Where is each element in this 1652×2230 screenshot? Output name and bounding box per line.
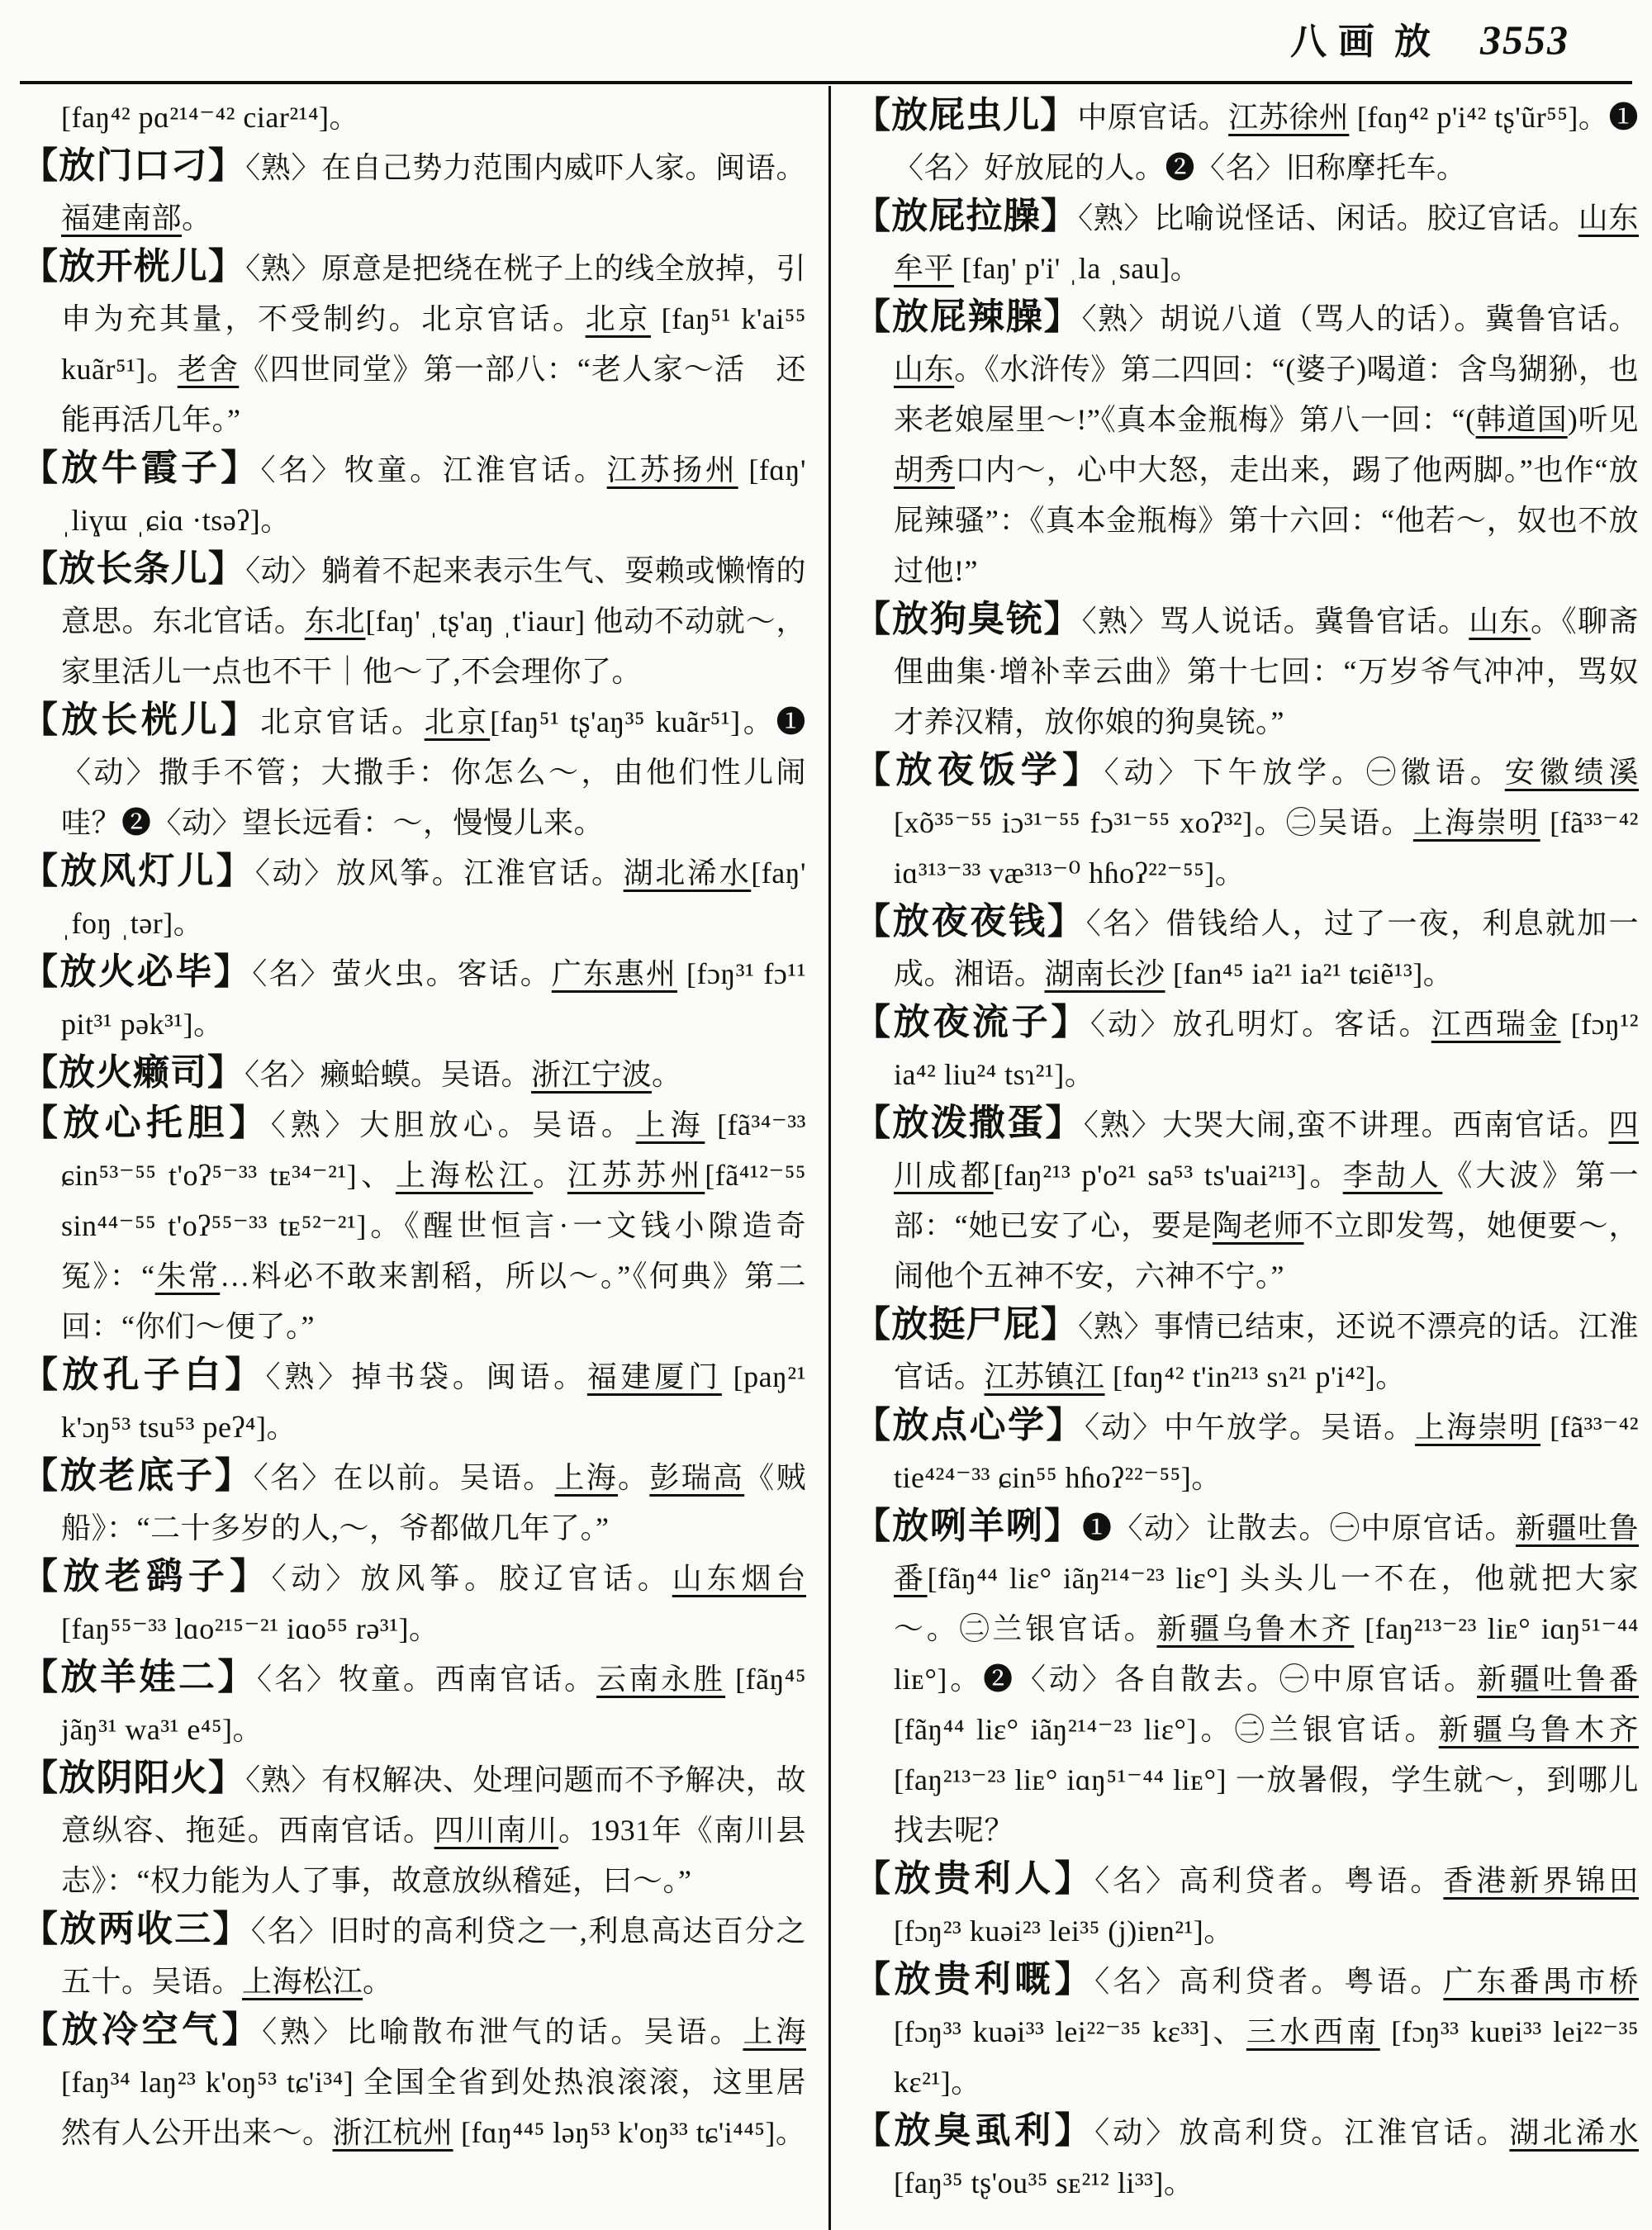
entry-text: 〈动〉中午放学。吴语。 bbox=[1085, 1411, 1416, 1444]
entry-text: 。 bbox=[363, 1965, 393, 1998]
entry-headword: 【放长桄儿】 bbox=[21, 699, 261, 741]
dict-entry bbox=[854, 899, 1639, 999]
proper-name-underlined: 香港新界锦田 bbox=[1443, 1864, 1639, 1897]
entry-text: 。 bbox=[182, 202, 212, 235]
proper-name-underlined: 上海 bbox=[554, 1461, 619, 1494]
entry-text: [faŋ' ˌfoŋ ˌtər]。 bbox=[61, 856, 806, 940]
entry-headword: 【放心托胆】 bbox=[21, 1102, 271, 1144]
dict-entry bbox=[854, 294, 1639, 596]
entry-text: 〈动〉放风筝。江淮官话。 bbox=[254, 856, 624, 890]
entry-text: [fã³³⁻⁴² tie⁴²⁴⁻³³ ɕin⁵⁵ hɦoʔ²²⁻⁵⁵]。 bbox=[894, 1411, 1639, 1494]
entry-text: [fã³⁴⁻³³ ɕin⁵³⁻⁵⁵ t'oʔ⁵⁻³³ tᴇ³⁴⁻²¹]、 bbox=[61, 1108, 806, 1192]
proper-name-underlined: 湖南长沙 bbox=[1044, 957, 1165, 990]
entry-headword: 【放老底子】 bbox=[21, 1454, 254, 1497]
entry-text: 〈熟〉掉书袋。闽语。 bbox=[265, 1360, 587, 1393]
proper-name-underlined: 山东牟平 bbox=[894, 202, 1639, 285]
proper-name-underlined: 新疆吐鲁番 bbox=[894, 1511, 1639, 1595]
proper-name-underlined: 江苏扬州 bbox=[606, 453, 738, 486]
proper-name-underlined: 湖北浠水 bbox=[1509, 2116, 1639, 2149]
entry-text: 〈名〉萤火虫。客话。 bbox=[252, 957, 552, 990]
dict-entry bbox=[854, 193, 1639, 294]
dict-entry bbox=[21, 949, 806, 1050]
entry-text: 〈熟〉事情已结束，还说不漂亮的话。江淮官话。 bbox=[894, 1310, 1639, 1393]
entry-text: 中原官话。 bbox=[1077, 101, 1229, 134]
entry-text: 〈名〉借钱给人，过了一夜，利息就加一成。湘语。 bbox=[894, 907, 1639, 990]
entry-headword: 【放风灯儿】 bbox=[21, 850, 255, 892]
entry-headword: 【放狗臭铳】 bbox=[854, 598, 1082, 640]
entry-text: [xõ³⁵⁻⁵⁵ iɔ³¹⁻⁵⁵ fɔ³¹⁻⁵⁵ xoʔ³²]。㊁吴语。 bbox=[894, 806, 1413, 839]
proper-name-underlined: 云南永胜 bbox=[596, 1663, 726, 1696]
entry-text: [fɑŋ⁴⁴⁵ ləŋ⁵³ k'oŋ³³ tɕ'i⁴⁴⁵]。 bbox=[453, 2116, 806, 2149]
entry-text: )听见 bbox=[1567, 403, 1639, 436]
proper-name-underlined: 上海松江 bbox=[395, 1159, 534, 1192]
entry-text: [fãŋ⁴⁴ liɛ° iãŋ²¹⁴⁻²³ liɛ°] 头头儿一不在，他就把大家～。㊁兰银官话。 bbox=[894, 1562, 1639, 1645]
entry-text: 〈动〉放高利贷。江淮官话。 bbox=[1094, 2116, 1510, 2149]
dict-entry bbox=[854, 1503, 1639, 1856]
proper-name-underlined: 上海崇明 bbox=[1412, 806, 1540, 839]
proper-name-underlined: 上海松江 bbox=[242, 1965, 363, 1998]
proper-name-underlined: 安徽绩溪 bbox=[1504, 756, 1639, 789]
entry-text: 〈熟〉原意是把绕在桄子上的线全放掉，引申为充其量，不受制约。北京官话。 bbox=[61, 252, 806, 335]
proper-name-underlined: 广东惠州 bbox=[551, 957, 677, 990]
entry-text: [faŋ⁵⁵⁻³³ lɑo²¹⁵⁻²¹ iɑo⁵⁵ rə³¹]。 bbox=[61, 1612, 439, 1645]
entry-headword: 【放屁拉臊】 bbox=[854, 195, 1079, 237]
dict-entry bbox=[21, 2007, 806, 2158]
entry-text: 。 bbox=[533, 1159, 567, 1192]
entry-text: [faŋ⁵¹ k'ai⁵⁵ kuãr⁵¹]。 bbox=[61, 302, 806, 386]
dict-entry bbox=[21, 1906, 806, 2007]
dict-entry bbox=[854, 1302, 1639, 1402]
proper-name-underlined: 江西瑞金 bbox=[1431, 1008, 1561, 1041]
entry-text: [faŋ³⁵ tʂ'ou³⁵ sᴇ²¹² li³³]。 bbox=[894, 2166, 1194, 2199]
entry-text: 〈熟〉比喻说怪话、闲话。胶辽官话。 bbox=[1078, 202, 1578, 235]
proper-name-underlined: 新疆乌鲁木齐 bbox=[1438, 1713, 1639, 1746]
entry-text: 〈熟〉胡说八道（骂人的话）。冀鲁官话。 bbox=[1081, 302, 1639, 335]
column-right bbox=[854, 93, 1639, 2209]
entry-text: [fɔŋ²³ kuəi²³ lei³⁵ (j)iɐn²¹]。 bbox=[894, 1914, 1234, 1948]
entry-text: 不立即发驾，她便要～，闹他个五神不安，六神不宁。” bbox=[894, 1209, 1639, 1293]
proper-name-underlined: 江苏苏州 bbox=[567, 1159, 705, 1192]
entry-text: 〈动〉躺着不起来表示生气、耍赖或懒惰的意思。东北官话。 bbox=[61, 554, 806, 638]
dict-entry bbox=[21, 93, 806, 143]
proper-name-underlined: 四川成都 bbox=[894, 1108, 1639, 1192]
entry-text: [faŋ²¹³⁻²³ liᴇ° iɑŋ⁵¹⁻⁴⁴ liᴇ°] 一放暑假，学生就～，到哪儿找去呢？ bbox=[894, 1763, 1639, 1847]
entry-headword: 【放咧羊咧】 bbox=[854, 1505, 1082, 1547]
proper-name-underlined: 北京 bbox=[424, 705, 491, 738]
entry-text: [fɔŋ³³ kuəi³³ lei²²⁻³⁵ kɛ³³]、 bbox=[894, 2015, 1246, 2048]
entry-text: 〈熟〉有权解决、处理问题而不予解决，故意纵容、拖延。西南官话。 bbox=[61, 1763, 806, 1847]
entry-text: 。《聊斋俚曲集·增补幸云曲》第十七回：“万岁爷气冲冲，骂奴才养汉精，放你娘的狗臭铳。” bbox=[894, 605, 1639, 738]
entry-headword: 【放门口刁】 bbox=[21, 145, 246, 187]
stroke-section-label: 八画 bbox=[1290, 21, 1386, 63]
entry-headword: 【放开桄儿】 bbox=[21, 245, 246, 287]
proper-name-underlined: 浙江宁波 bbox=[531, 1058, 653, 1091]
proper-name-underlined: 李劼人 bbox=[1342, 1159, 1443, 1192]
proper-name-underlined: 韩道国 bbox=[1475, 403, 1568, 436]
dict-entry bbox=[854, 596, 1639, 747]
entry-text: 。《水浒传》第二四回：“(婆子)喝道：含鸟猢狲，也来老娘屋里～!”《真本金瓶梅》第八一回：“( bbox=[894, 353, 1639, 436]
page-number: 3553 bbox=[1480, 17, 1569, 63]
dict-entry bbox=[21, 1755, 806, 1906]
dict-entry bbox=[854, 1856, 1639, 1957]
entry-text: 〈动〉放风筝。胶辽官话。 bbox=[271, 1562, 672, 1595]
entry-text: [fã³³⁻⁴² iɑ³¹³⁻³³ væ³¹³⁻⁰ hɦoʔ²²⁻⁵⁵]。 bbox=[894, 806, 1639, 890]
entry-text: 〈名〉牧童。江淮官话。 bbox=[260, 453, 607, 486]
entry-headword: 【放屁虫儿】 bbox=[854, 94, 1078, 136]
entry-text: [fɔŋ¹² ia⁴² liu²⁴ tsɿ²¹]。 bbox=[894, 1008, 1639, 1091]
entry-headword: 【放孔子白】 bbox=[21, 1354, 266, 1396]
proper-name-underlined: 朱常 bbox=[154, 1260, 221, 1293]
entry-text: [fan⁴⁵ ia²¹ ia²¹ tɕiẽ¹³]。 bbox=[1165, 957, 1454, 990]
entry-text: ❶〈动〉让散去。㊀中原官话。 bbox=[1082, 1511, 1516, 1544]
proper-name-underlined: 三水西南 bbox=[1246, 2015, 1380, 2048]
page-header bbox=[1290, 12, 1569, 64]
dict-entry bbox=[854, 747, 1639, 899]
entry-text: 口内～，心中大怒，走出来，踢了他两脚。”也作“放屁辣骚”：《真本金瓶梅》第十六回：“他若～，奴也不放过他!” bbox=[894, 453, 1639, 587]
entry-text: 《贼船》：“二十多岁的人,～，爷都做几年了。” bbox=[61, 1461, 806, 1544]
proper-name-underlined: 上海崇明 bbox=[1415, 1411, 1541, 1444]
dict-entry bbox=[21, 1352, 806, 1453]
proper-name-underlined: 胡秀 bbox=[894, 453, 955, 486]
proper-name-underlined: 老舍 bbox=[177, 353, 240, 386]
entry-headword: 【放贵利嘅】 bbox=[854, 1958, 1095, 2000]
entry-text: [paŋ²¹ k'ɔŋ⁵³ tsu⁵³ peʔ⁴]。 bbox=[61, 1360, 806, 1444]
proper-name-underlined: 上海 bbox=[635, 1108, 705, 1141]
proper-name-underlined: 新疆乌鲁木齐 bbox=[1156, 1612, 1355, 1645]
proper-name-underlined: 四川南川 bbox=[434, 1814, 559, 1847]
proper-name-underlined: 浙江杭州 bbox=[332, 2116, 453, 2149]
dict-entry bbox=[21, 1050, 806, 1100]
entry-text: [fɔŋ³¹ fɔ¹¹ pit³¹ pək³¹]。 bbox=[61, 957, 806, 1041]
entry-text: [fɑŋ⁴² p'i⁴² tʂ'ũr⁵⁵]。❶〈名〉好放屁的人。❷〈名〉旧称摩托车。 bbox=[894, 101, 1639, 184]
entry-headword: 【放火癞司】 bbox=[21, 1051, 244, 1094]
entry-text: 〈名〉在以前。吴语。 bbox=[253, 1461, 555, 1494]
entry-text: 〈熟〉大哭大闹,蛮不讲理。西南官话。 bbox=[1083, 1108, 1609, 1141]
entry-headword: 【放点心学】 bbox=[854, 1404, 1085, 1446]
entry-headword: 【放火必毕】 bbox=[21, 951, 253, 993]
dict-entry bbox=[21, 848, 806, 949]
entry-headword: 【放臭虱利】 bbox=[854, 2109, 1095, 2152]
entry-text: 〈动〉放孔明灯。客话。 bbox=[1089, 1008, 1431, 1041]
dict-entry bbox=[21, 445, 806, 546]
entry-headword: 【放夜夜钱】 bbox=[854, 900, 1086, 942]
entry-text: [fɑŋ⁴² t'in²¹³ sɿ²¹ p'i⁴²]。 bbox=[1104, 1360, 1406, 1393]
entry-headword: 【放夜饭学】 bbox=[854, 749, 1104, 791]
entry-text: [fɔŋ³³ kuɐi³³ lei²²⁻³⁵ kɛ²¹]。 bbox=[894, 2015, 1639, 2099]
entry-text: [faŋ²¹³ p'o²¹ sa⁵³ ts'uai²¹³]。 bbox=[993, 1159, 1343, 1192]
proper-name-underlined: 上海 bbox=[743, 2015, 806, 2048]
entry-text: 〈名〉高利贷者。粤语。 bbox=[1094, 1864, 1444, 1897]
entry-text: 〈名〉高利贷者。粤语。 bbox=[1094, 1965, 1444, 1998]
entry-text: [fã⁴¹²⁻⁵⁵ sin⁴⁴⁻⁵⁵ t'oʔ⁵⁵⁻³³ tᴇ⁵²⁻²¹]。《醒世恒言·一文钱小隙造奇冤》：“ bbox=[61, 1159, 806, 1293]
entry-text: [fãŋ⁴⁴ liɛ° iãŋ²¹⁴⁻²³ liɛ°]。㊁兰银官话。 bbox=[894, 1713, 1439, 1746]
proper-name-underlined: 山东烟台 bbox=[672, 1562, 806, 1595]
dict-entry bbox=[21, 1453, 806, 1554]
running-head bbox=[1290, 12, 1431, 64]
dict-entry bbox=[854, 999, 1639, 1100]
dict-entry bbox=[21, 546, 806, 697]
column-divider bbox=[828, 86, 831, 2230]
entry-text: 〈名〉旧时的高利贷之一,利息高达百分之五十。吴语。 bbox=[61, 1914, 806, 1998]
entry-text: [faŋ⁵¹ tʂ'aŋ³⁵ kuãr⁵¹]。❶〈动〉撒手不管；大撒手：你怎么～，由他们性儿闹哇？❷〈动〉望长远看：～，慢慢儿来。 bbox=[61, 705, 806, 839]
entry-text: [fãŋ⁴⁵ jãŋ³¹ wa³¹ e⁴⁵]。 bbox=[61, 1663, 806, 1746]
entry-text: [faŋ' ˌtʂ'aŋ ˌt'iaur] 他动不动就～，家里活儿一点也不干｜他～了,不会理你了。 bbox=[61, 605, 806, 688]
dict-entry bbox=[21, 697, 806, 848]
header-rule bbox=[20, 81, 1632, 84]
proper-name-underlined: 新疆吐鲁番 bbox=[1477, 1663, 1639, 1696]
proper-name-underlined: 广东番禺市桥 bbox=[1443, 1965, 1639, 1998]
entry-text: 〈名〉牧童。西南官话。 bbox=[257, 1663, 597, 1696]
entry-text: [faŋ²¹³⁻²³ liᴇ° iɑŋ⁵¹⁻⁴⁴ liᴇ°]。❷〈动〉各自散去。㊀中原官话。 bbox=[894, 1612, 1639, 1696]
entry-headword: 【放夜流子】 bbox=[854, 1001, 1090, 1043]
entry-text: 。 bbox=[618, 1461, 650, 1494]
proper-name-underlined: 山东 bbox=[1469, 605, 1531, 638]
entry-text: 。 bbox=[652, 1058, 682, 1091]
entry-text: …料必不敢来割稻，所以～。”《何典》第二回：“你们～便了。” bbox=[61, 1260, 806, 1343]
dict-entry bbox=[21, 1654, 806, 1755]
entry-headword: 【放挺尸屁】 bbox=[854, 1303, 1079, 1345]
proper-name-underlined: 湖北浠水 bbox=[623, 856, 752, 890]
entry-text: 《四世同堂》第一部八：“老人家～活 还能再活几年。” bbox=[61, 353, 806, 436]
proper-name-underlined: 福建南部 bbox=[61, 202, 183, 235]
dict-entry bbox=[854, 1957, 1639, 2108]
entry-headword: 【放冷空气】 bbox=[21, 2009, 263, 2051]
entry-headword: 【放泼撒蛋】 bbox=[854, 1102, 1084, 1144]
entry-headword: 【放牛霞子】 bbox=[21, 447, 261, 489]
entry-text: 〈熟〉在自己势力范围内威吓人家。闽语。 bbox=[245, 151, 806, 184]
entry-headword: 【放阴阳火】 bbox=[21, 1757, 246, 1799]
proper-name-underlined: 福建厦门 bbox=[586, 1360, 722, 1393]
entry-text: [faŋ⁴² pɑ²¹⁴⁻⁴² ciar²¹⁴]。 bbox=[61, 101, 359, 134]
dict-entry bbox=[854, 93, 1639, 193]
entry-headword: 【放贵利人】 bbox=[854, 1858, 1095, 1900]
proper-name-underlined: 彭瑞高 bbox=[649, 1461, 745, 1494]
column-left bbox=[21, 93, 806, 2158]
proper-name-underlined: 江苏徐州 bbox=[1228, 101, 1350, 134]
proper-name-underlined: 陶老师 bbox=[1212, 1209, 1304, 1242]
entry-headword: 【放羊娃二】 bbox=[21, 1656, 258, 1698]
dict-entry bbox=[854, 1100, 1639, 1302]
dict-entry bbox=[854, 2108, 1639, 2209]
entry-text: [faŋ³⁴ laŋ²³ k'oŋ⁵³ tɕ'i³⁴] 全国全省到处热浪滚滚，这里居然有人公开出来～。 bbox=[61, 2066, 806, 2149]
dict-entry bbox=[21, 143, 806, 244]
proper-name-underlined: 山东 bbox=[894, 353, 955, 386]
entry-text: 〈动〉下午放学。㊀徽语。 bbox=[1104, 756, 1505, 789]
entry-text: [faŋ' p'i' ˌla ˌsau]。 bbox=[954, 252, 1201, 285]
entry-headword: 【放长条儿】 bbox=[21, 548, 246, 590]
entry-text: 〈名〉癞蛤蟆。吴语。 bbox=[244, 1058, 532, 1091]
dict-entry bbox=[21, 1554, 806, 1654]
entry-headword: 【放屁辣臊】 bbox=[854, 296, 1082, 338]
entry-text: 〈熟〉骂人说话。冀鲁官话。 bbox=[1081, 605, 1469, 638]
entry-text: 〈熟〉比喻散布泄气的话。吴语。 bbox=[262, 2015, 743, 2048]
entry-headword: 【放两收三】 bbox=[21, 1908, 251, 1950]
head-character: 放 bbox=[1394, 21, 1431, 63]
entry-text: [fɑŋ' ˌliɣɯ ˌɕiɑ ·tsəʔ]。 bbox=[61, 453, 806, 537]
dict-entry bbox=[854, 1402, 1639, 1503]
entry-text: 。1931年《南川县志》：“权力能为人了事，故意放纵稽延，曰～。” bbox=[61, 1814, 806, 1897]
proper-name-underlined: 江苏镇江 bbox=[984, 1360, 1105, 1393]
proper-name-underlined: 东北 bbox=[304, 605, 366, 638]
entry-headword: 【放老鹞子】 bbox=[21, 1555, 272, 1597]
entry-text: 《大波》第一部：“她已安了心，要是 bbox=[894, 1159, 1639, 1242]
dict-entry bbox=[21, 244, 806, 445]
entry-text: 〈熟〉大胆放心。吴语。 bbox=[270, 1108, 636, 1141]
entry-text: 北京官话。 bbox=[260, 705, 425, 738]
proper-name-underlined: 北京 bbox=[585, 302, 651, 335]
dict-entry bbox=[21, 1100, 806, 1352]
